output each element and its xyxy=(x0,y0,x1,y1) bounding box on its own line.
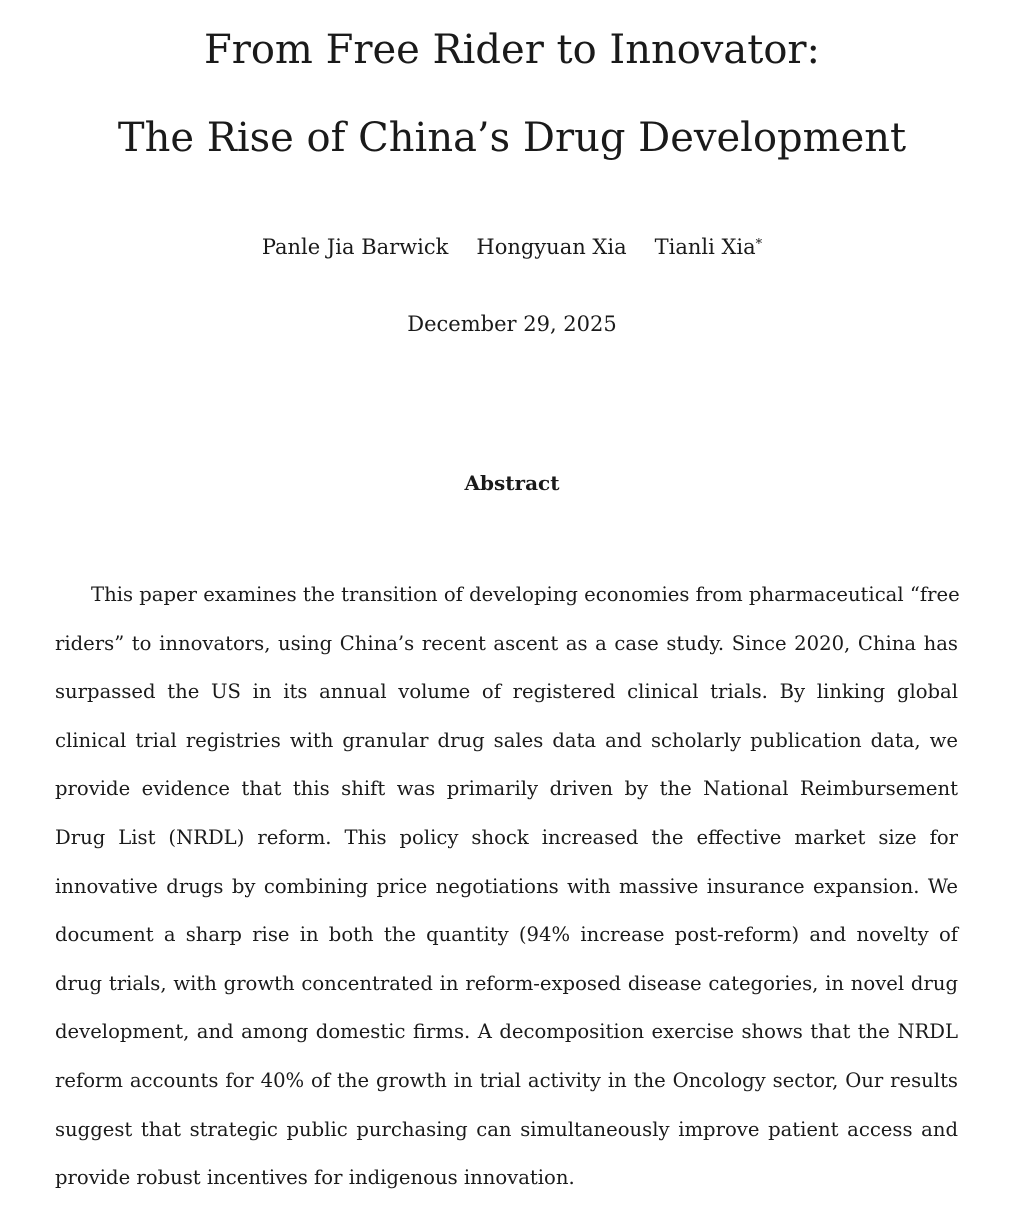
abstract-line: riders” to innovators, using China’s recent ascent as a case study. Since 2020, China has xyxy=(55,631,958,655)
paper-date: December 29, 2025 xyxy=(407,312,617,336)
author-name: Tianli Xia xyxy=(654,235,756,259)
author-footnote-mark: * xyxy=(755,237,763,252)
author-list xyxy=(0,233,1024,261)
abstract-line: drug trials, with growth concentrated in reform-exposed disease categories, in novel drug xyxy=(55,971,958,995)
paper-title-line-1: From Free Rider to Innovator: xyxy=(203,27,821,73)
abstract-line: surpassed the US in its annual volume of registered clinical trials. By linking global xyxy=(55,680,958,704)
abstract-line: reform accounts for 40% of the growth in trial activity in the Oncology sector, Our results xyxy=(55,1068,958,1092)
abstract-line: clinical trial registries with granular drug sales data and scholarly publication data, we xyxy=(55,728,958,752)
abstract-line: provide robust incentives for indigenous innovation. xyxy=(55,1166,575,1190)
abstract-line: Drug List (NRDL) reform. This policy shock increased the effective market size for xyxy=(55,825,958,849)
abstract-line: provide evidence that this shift was primarily driven by the National Reimbursement xyxy=(55,777,958,801)
author-name: Hongyuan Xia xyxy=(476,235,627,259)
abstract-body xyxy=(55,578,958,1210)
abstract-line: This paper examines the transition of developing economies from pharmaceutical “free xyxy=(91,583,960,606)
abstract-line: suggest that strategic public purchasing can simultaneously improve patient access and xyxy=(55,1117,958,1141)
paper-title-line-2: The Rise of China’s Drug Development xyxy=(117,115,907,161)
abstract-line: development, and among domestic firms. A decomposition exercise shows that the NRDL xyxy=(55,1020,958,1044)
abstract-line: document a sharp rise in both the quantity (94% increase post-reform) and novelty of xyxy=(55,923,958,947)
author-name: Panle Jia Barwick xyxy=(261,235,449,259)
abstract-heading: Abstract xyxy=(464,471,560,495)
abstract-line: innovative drugs by combining price negotiations with massive insurance expansion. We xyxy=(55,874,958,898)
